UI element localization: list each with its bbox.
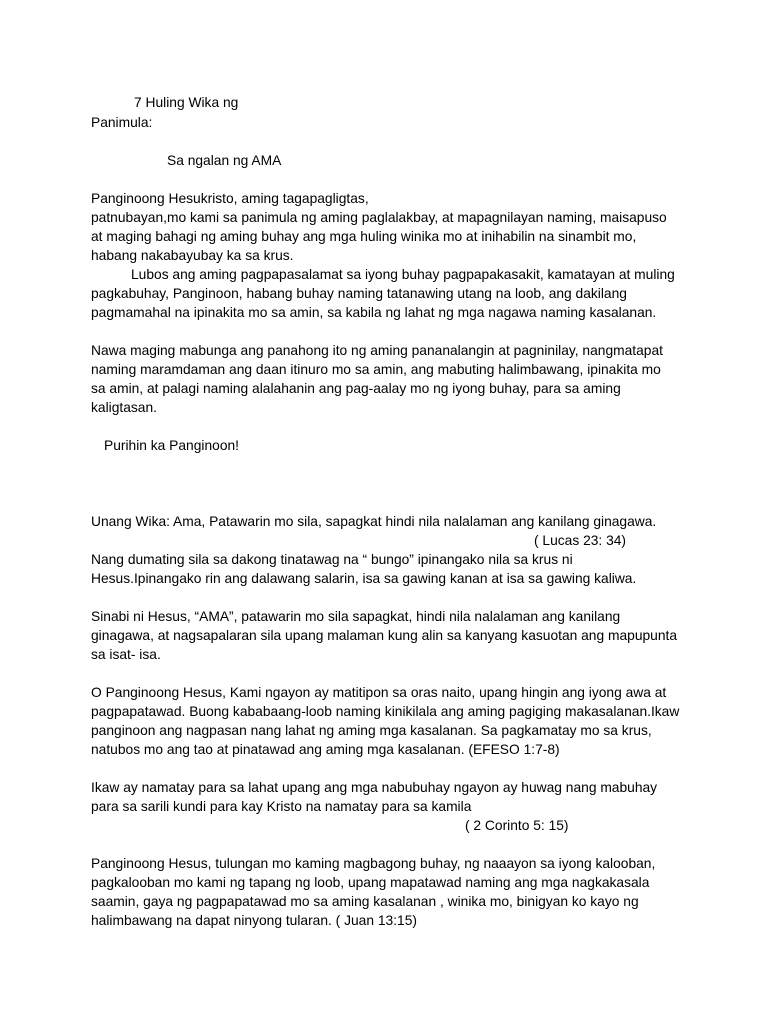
closing-line: saamin, gaya ng pagpapatawad mo sa aming kasalanan , winika mo, binigyan ko kayo ng [91,894,639,909]
petition-line: naming maramdaman ang daan itinuro mo sa amin, ang mabuting halimbawang, ipinakita mo [91,362,661,377]
narrative-line: Nang dumating sila sa dakong tinatawag na “ bungo” ipinangako nila sa krus ni [91,552,573,567]
opening-prayer-line: habang nakabayubay ka sa krus. [91,248,294,263]
scripture-reference: ( Lucas 23: 34) [534,533,627,548]
petition-line: kaligtasan. [91,400,157,415]
petition-line: Nawa maging mabunga ang panahong ito ng aming pananalangin at pagninilay, nangmatapat [91,343,663,358]
prayer-line: O Panginoong Hesus, Kami ngayon ay matitipon sa oras naito, upang hingin ang iyong awa at [91,685,667,700]
invocation: Sa ngalan ng AMA [167,153,282,168]
prayer-line: panginoon ang nagpasan nang lahat ng aming mga kasalanan. Sa pagkamatay mo sa krus, [91,723,652,738]
saying-line: ginagawa, at nagsapalaran sila upang malaman kung alin sa kanyang kasuotan ang mapupunta [91,628,678,643]
saying-line: Sinabi ni Hesus, “AMA”, patawarin mo sila sapagkat, hindi nila nalalaman ang kanilang [91,609,621,624]
scripture-reference: ( 2 Corinto 5: 15) [465,818,569,833]
closing-line: Panginoong Hesus, tulungan mo kaming magbagong buhay, ng naaayon sa iyong kalooban, [91,856,656,871]
closing-line: pagkalooban mo kami ng tapang ng loob, upang mapatawad naming ang mga nagkakasala [91,875,650,890]
praise-line: Purihin ka Panginoon! [104,438,239,453]
gratitude-line: Lubos ang aming pagpapasalamat sa iyong buhay pagpapakasakit, kamatayan at muling [131,267,675,282]
reflection-line: para sa sarili kundi para kay Kristo na namatay para sa kamila [91,799,472,814]
first-word-heading: Unang Wika: Ama, Patawarin mo sila, sapagkat hindi nila nalalaman ang kanilang ginagawa. [91,514,657,529]
intro-label: Panimula: [91,115,153,130]
opening-prayer-line: patnubayan,mo kami sa panimula ng aming paglalakbay, at mapagnilayan naming, maisapuso [91,210,667,225]
closing-line: halimbawang na dapat ninyong tularan. ( Juan 13:15) [91,913,417,928]
opening-prayer-line: at maging bahagi ng aming buhay ang mga huling winika mo at inihabilin na sinambit mo, [91,229,637,244]
reflection-line: Ikaw ay namatay para sa lahat upang ang mga nabubuhay ngayon ay huwag nang mabuhay [91,780,658,795]
petition-line: sa amin, at palagi naming alalahanin ang pag-aalay mo ng iyong buhay, para sa aming [91,381,621,396]
opening-prayer-line: Panginoong Hesukristo, aming tagapagligtas, [91,191,369,206]
narrative-line: Hesus.Ipinangako rin ang dalawang salarin, isa sa gawing kanan at isa sa gawing kaliwa. [91,571,637,586]
prayer-line: natubos mo ang tao at pinatawad ang aming mga kasalanan. (EFESO 1:7-8) [91,742,560,757]
saying-line: sa isat- isa. [91,647,161,662]
gratitude-line: pagmamahal na ipinakita mo sa amin, sa kabila ng lahat ng mga nagawa naming kasalanan. [91,305,657,320]
prayer-line: pagpapatawad. Buong kababaang-loob naming kinikilala ang aming pagiging makasalanan.Ikaw [91,704,680,719]
document-title: 7 Huling Wika ng [134,95,239,110]
gratitude-line: pagkabuhay, Panginoon, habang buhay naming tatanawing utang na loob, ang dakilang [91,286,627,301]
